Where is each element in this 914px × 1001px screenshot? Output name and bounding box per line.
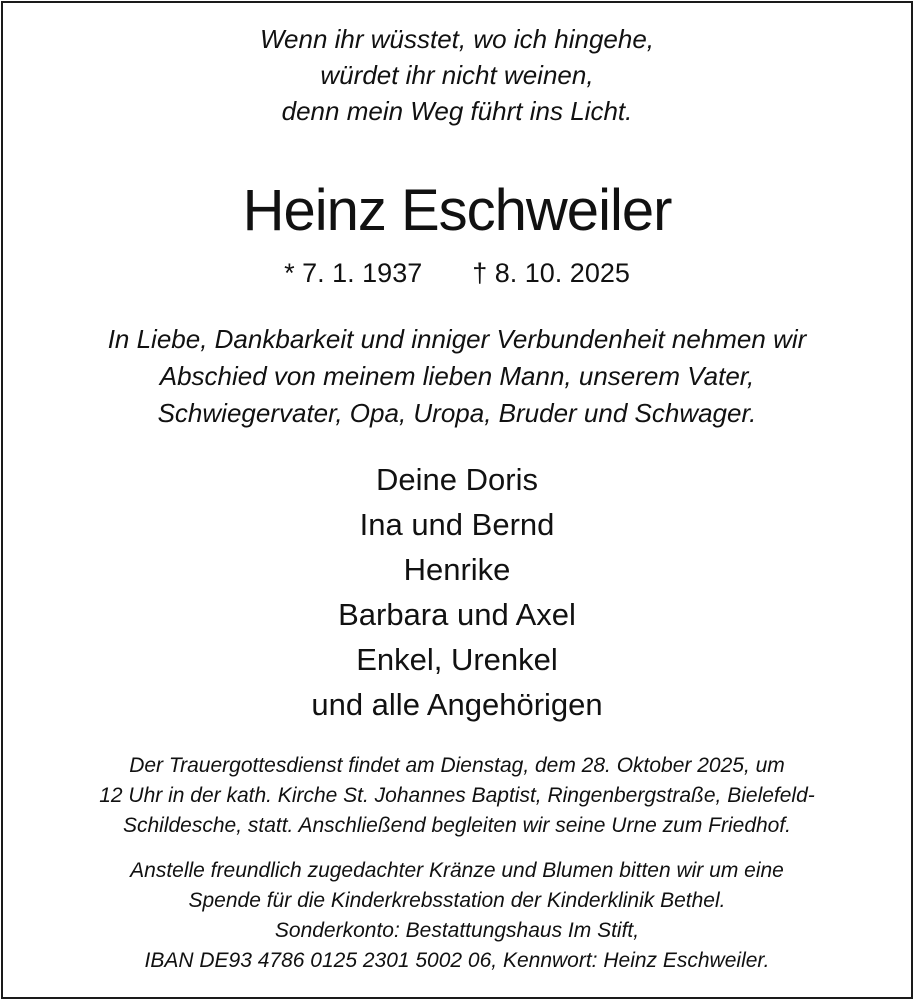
motto-line: würdet ihr nicht weinen, [320, 60, 594, 90]
service-line: Schildesche, statt. Anschließend begleiten wir seine Urne zum Friedhof. [122, 814, 792, 837]
donation-info [3, 856, 911, 976]
mourner: und alle Angehörigen [311, 687, 603, 722]
donation-line: Sonderkonto: Bestattungshaus Im Stift, [274, 919, 640, 942]
life-dates [3, 255, 911, 291]
motto-line: denn mein Weg führt ins Licht. [281, 96, 633, 126]
farewell-line: Abschied von meinem lieben Mann, unserem Vater, [159, 361, 755, 391]
mourner: Enkel, Urenkel [356, 642, 558, 677]
farewell-text [3, 321, 911, 432]
deceased-name: Heinz Eschweiler [242, 178, 672, 243]
mourners-list [3, 457, 911, 727]
motto-verse [3, 21, 911, 129]
mourner: Henrike [403, 552, 511, 587]
farewell-line: In Liebe, Dankbarkeit und inniger Verbundenheit nehmen wir [107, 324, 807, 354]
mourner: Ina und Bernd [359, 507, 555, 542]
service-line: Der Trauergottesdienst findet am Dienstag, dem 28. Oktober 2025, um [129, 754, 785, 777]
farewell-line: Schwiegervater, Opa, Uropa, Bruder und Schwager. [157, 398, 757, 428]
service-line: 12 Uhr in der kath. Kirche St. Johannes Baptist, Ringenbergstraße, Bielefeld- [99, 784, 815, 807]
donation-line: Anstelle freundlich zugedachter Kränze und Blumen bitten wir um eine [130, 859, 784, 882]
donation-line: IBAN DE93 4786 0125 2301 5002 06, Kennwort: Heinz Eschweiler. [144, 949, 770, 972]
mourner: Deine Doris [376, 462, 538, 497]
mourner: Barbara und Axel [338, 597, 576, 632]
birth-date: * 7. 1. 1937 [284, 258, 423, 288]
obituary-notice [1, 1, 913, 999]
motto-line: Wenn ihr wüsstet, wo ich hingehe, [259, 24, 655, 54]
death-date: † 8. 10. 2025 [472, 258, 630, 288]
donation-line: Spende für die Kinderkrebsstation der Kinderklinik Bethel. [188, 889, 726, 912]
service-info [3, 751, 911, 841]
